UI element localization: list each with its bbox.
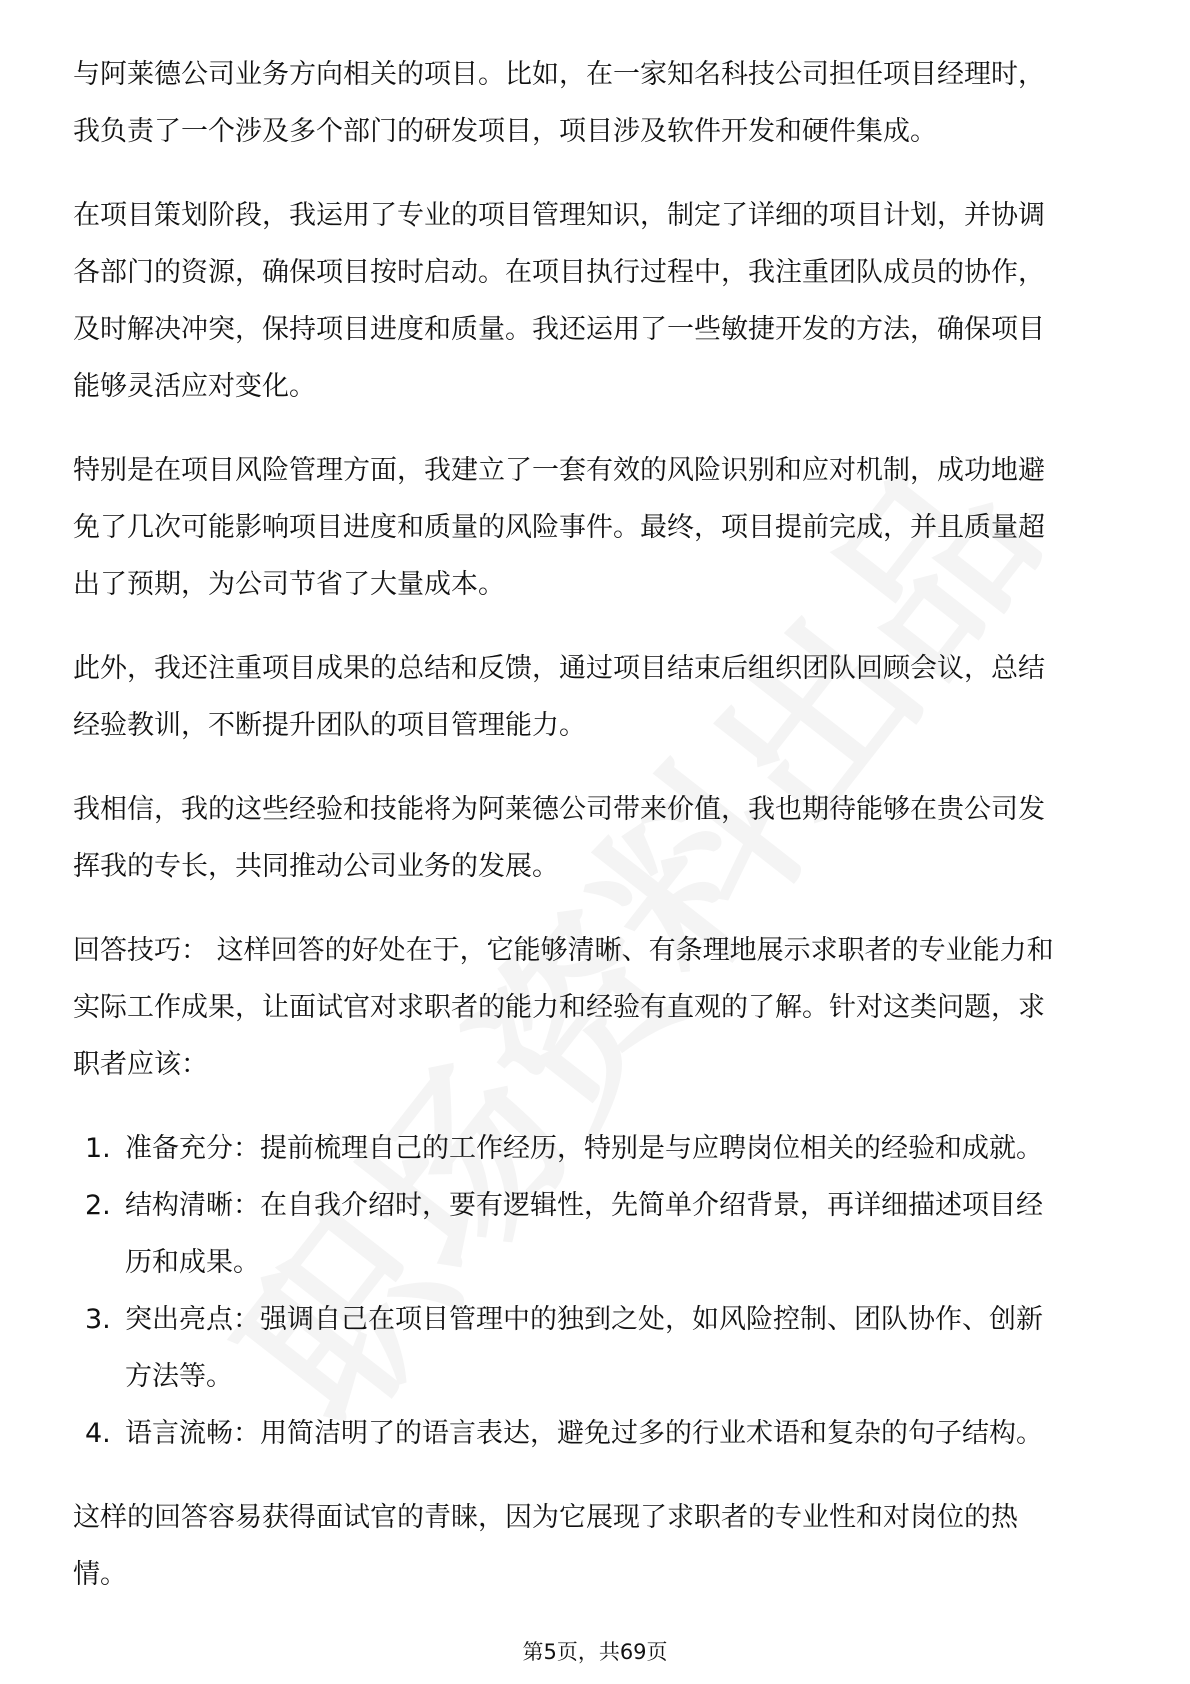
- tips-list: [73, 1120, 1123, 1462]
- page-number: 第5页，共69页: [522, 1640, 668, 1664]
- paragraph: [73, 187, 1123, 415]
- text-line: 出了预期，为公司节省了大量成本。: [73, 569, 505, 600]
- list-item: [73, 1405, 1123, 1462]
- text-line: 历和成果。: [125, 1247, 260, 1278]
- paragraph: [73, 640, 1123, 754]
- text-line: 挥我的专长，共同推动公司业务的发展。: [73, 851, 559, 882]
- text-line: 及时解决冲突，保持项目进度和质量。我还运用了一些敏捷开发的方法，确保项目: [73, 314, 1045, 345]
- text-line: 回答技巧： 这样回答的好处在于，它能够清晰、有条理地展示求职者的专业能力和: [73, 935, 1054, 966]
- text-line: 语言流畅：用简洁明了的语言表达，避免过多的行业术语和复杂的句子结构。: [125, 1418, 1043, 1449]
- text-line: 这样的回答容易获得面试官的青睐，因为它展现了求职者的专业性和对岗位的热: [73, 1502, 1018, 1533]
- closing-paragraph: [73, 1489, 1123, 1603]
- paragraph: [73, 46, 1123, 160]
- list-number: 3.: [85, 1304, 111, 1335]
- text-line: 职者应该：: [73, 1049, 208, 1080]
- text-line: 方法等。: [125, 1361, 233, 1392]
- document-page: [73, 46, 1123, 1630]
- text-line: 突出亮点：强调自己在项目管理中的独到之处，如风险控制、团队协作、创新: [125, 1304, 1043, 1335]
- text-line: 结构清晰：在自我介绍时，要有逻辑性，先简单介绍背景，再详细描述项目经: [125, 1190, 1043, 1221]
- text-line: 准备充分：提前梳理自己的工作经历，特别是与应聘岗位相关的经验和成就。: [125, 1133, 1043, 1164]
- text-line: 在项目策划阶段，我运用了专业的项目管理知识，制定了详细的项目计划，并协调: [73, 200, 1045, 231]
- text-line: 各部门的资源，确保项目按时启动。在项目执行过程中，我注重团队成员的协作，: [73, 257, 1045, 288]
- list-item: [73, 1291, 1123, 1405]
- text-line: 能够灵活应对变化。: [73, 371, 316, 402]
- list-number: 2.: [85, 1190, 111, 1221]
- text-line: 此外，我还注重项目成果的总结和反馈，通过项目结束后组织团队回顾会议，总结: [73, 653, 1045, 684]
- list-number: 1.: [85, 1133, 111, 1164]
- body-paragraphs: [73, 46, 1123, 1093]
- list-item: [73, 1177, 1123, 1291]
- list-item: [73, 1120, 1123, 1177]
- paragraph: [73, 922, 1123, 1093]
- paragraph: [73, 442, 1123, 613]
- text-line: 特别是在项目风险管理方面，我建立了一套有效的风险识别和应对机制，成功地避: [73, 455, 1045, 486]
- text-line: 我负责了一个涉及多个部门的研发项目，项目涉及软件开发和硬件集成。: [73, 116, 937, 147]
- text-line: 与阿莱德公司业务方向相关的项目。比如，在一家知名科技公司担任项目经理时，: [73, 59, 1045, 90]
- text-line: 经验教训，不断提升团队的项目管理能力。: [73, 710, 586, 741]
- list-number: 4.: [85, 1418, 111, 1449]
- text-line: 情。: [73, 1559, 127, 1590]
- text-line: 我相信，我的这些经验和技能将为阿莱德公司带来价值，我也期待能够在贵公司发: [73, 794, 1045, 825]
- text-line: 免了几次可能影响项目进度和质量的风险事件。最终，项目提前完成，并且质量超: [73, 512, 1045, 543]
- paragraph: [73, 781, 1123, 895]
- text-line: 实际工作成果，让面试官对求职者的能力和经验有直观的了解。针对这类问题，求: [73, 992, 1045, 1023]
